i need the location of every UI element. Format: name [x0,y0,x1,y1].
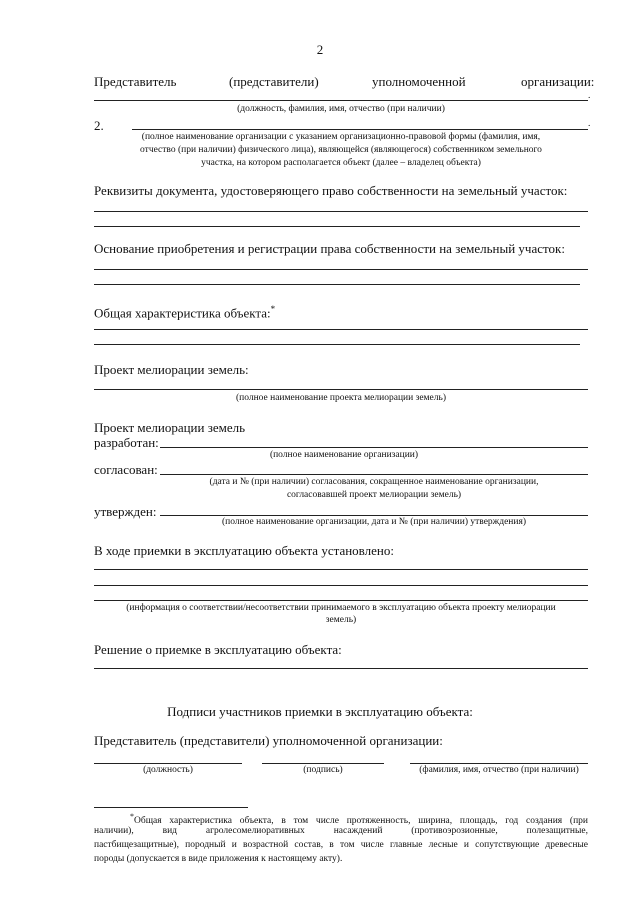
decision-line [94,668,588,669]
established-line-1 [94,569,588,570]
item2-caption-1: (полное наименование организации с указанием организационно-правовой формы (фамилия, имя, [141,132,541,142]
footnote-line-1 [94,812,588,826]
characteristic-line-2 [94,344,580,345]
representative-label-3: уполномоченной [372,74,466,89]
characteristic-footnote-mark: * [270,304,276,314]
agreed-caption-1: (дата и № (при наличии) согласования, сокращенное наименование организации, [209,477,539,487]
agreed-label: согласован: [94,462,158,477]
item2-number: 2. [94,118,104,133]
approved-line [160,515,588,516]
requisites-line-2 [94,226,580,227]
established-line-3 [94,600,588,601]
developed-line [160,447,588,448]
item2-caption-2: отчество (при наличии) физического лица), являющейся (являющегося) собственником земельного [140,145,542,155]
basis-line-1 [94,269,588,270]
requisites-line-1 [94,211,588,212]
footnote-line-3: пастбищезащитные), породный и возрастной состав, в том числе главные лесные и сопутствующие древесные [94,840,588,850]
agreed-caption-2: согласовавшей проект мелиорации земель) [286,490,462,500]
established-line-2 [94,585,588,586]
established-caption-2: земель) [325,615,357,625]
page-number: 2 [316,42,324,57]
decision-heading: Решение о приемке в эксплуатацию объекта: [94,642,342,657]
item2-caption-3: участка, на котором располагается объект (далее – владелец объекта) [201,158,481,168]
item2-line [132,129,588,130]
footnote-line-2: наличии), вид агролесомелиоративных насаждений (противоэрозионные, полезащитные, [94,826,588,836]
approved-caption: (полное наименование организации, дата и № (при наличии) утверждения) [221,517,526,527]
representative-caption: (должность, фамилия, имя, отчество (при наличии) [237,104,445,114]
signature-line [262,763,384,764]
basis-heading: Основание приобретения и регистрации права собственности на земельный участок: [94,241,565,256]
developed-caption: (полное наименование организации) [269,450,419,460]
developed-label: разработан: [94,435,159,450]
established-caption-1: (информация о соответствии/несоответствии принимаемого в эксплуатацию объекта проекту мелиорации [126,603,556,613]
footnote-separator [94,807,248,808]
characteristic-line-1 [94,329,588,330]
requisites-heading: Реквизиты документа, удостоверяющего право собственности на земельный участок: [94,183,568,198]
representative-dot: . [588,91,591,101]
project-dev-heading: Проект мелиорации земель [94,420,246,435]
representative-label-1: Представитель [94,74,177,89]
characteristic-heading-text: Общая характеристика объекта: [94,305,271,321]
basis-line-2 [94,284,580,285]
item2-dot: . [588,119,591,129]
footnote-line-4: породы (допускается в виде приложения к настоящему акту). [94,854,343,864]
approved-label: утвержден: [94,504,157,519]
footnote-text-1: Общая характеристика объекта, в том числе протяженность, ширина, площадь, год создания (при [134,816,588,827]
representative-label-4: организации: [521,74,595,89]
agreed-line [160,474,588,475]
project-line [94,389,588,390]
project-heading: Проект мелиорации земель: [94,362,249,377]
representative-line [94,100,588,101]
name-line [410,763,588,764]
signature-caption: (подпись) [303,765,343,775]
signatures-rep-heading: Представитель (представители) уполномоченной организации: [94,733,443,748]
position-line [94,763,242,764]
project-caption: (полное наименование проекта мелиорации земель) [235,393,447,403]
signatures-title: Подписи участников приемки в эксплуатацию объекта: [167,704,473,719]
characteristic-heading [94,304,275,321]
footnote-mark: * [130,812,134,821]
name-caption: (фамилия, имя, отчество (при наличии) [419,765,579,775]
established-heading: В ходе приемки в эксплуатацию объекта установлено: [94,543,394,558]
position-caption: (должность) [143,765,193,775]
representative-label-2: (представители) [229,74,319,89]
